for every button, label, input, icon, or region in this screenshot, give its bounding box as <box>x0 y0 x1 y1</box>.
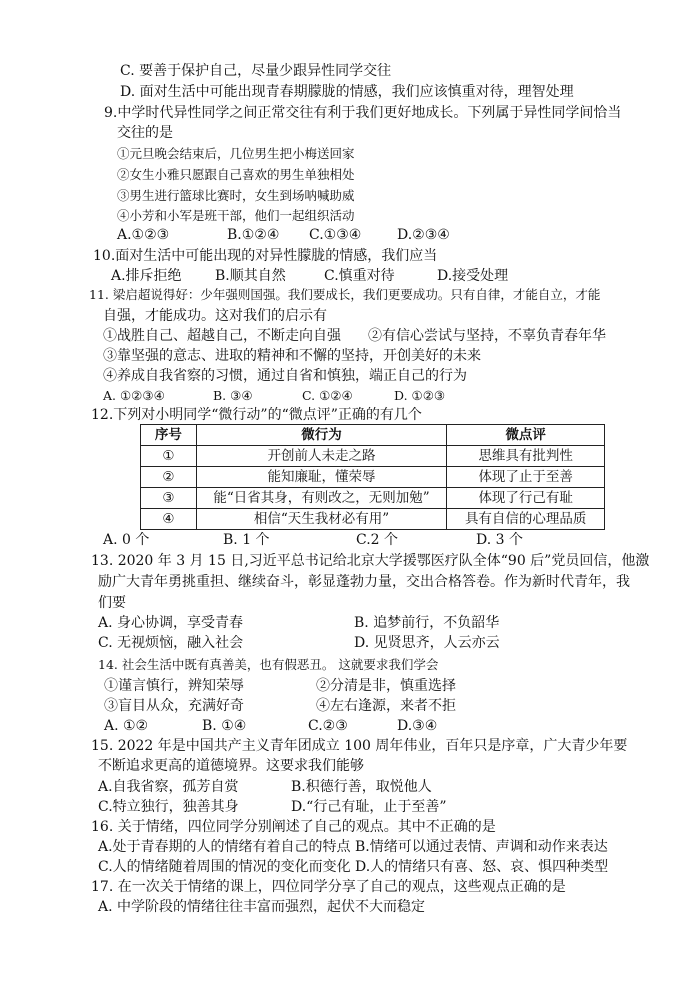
cell-action: 开创前人未走之路 <box>196 446 447 467</box>
q14-option-c: C.②③ <box>308 718 348 734</box>
q11-item-2: ②有信心尝试与坚持，不辜负青春年华 <box>368 328 606 344</box>
q12-option-d: D. 3 个 <box>476 532 523 548</box>
q14-item-4: ④左右逢源，来者不拒 <box>316 698 456 714</box>
q13-option-d: D. 见贤思齐，人云亦云 <box>354 635 500 651</box>
cell-comment: 体现了行己有耻 <box>447 488 605 509</box>
q9-stem-line1: 9.中学时代异性同学之间正常交往有利于我们更好地成长。下列属于异性同学间恰当 <box>104 105 622 121</box>
q11-stem-line1: 11. 梁启超说得好：少年强则国强。我们要成长，我们更要成功。只有自律，才能自立，才能 <box>89 287 601 302</box>
table-row <box>141 446 605 467</box>
q12-option-a: A. 0 个 <box>103 532 150 548</box>
q16-option-a: A.处于青春期的人的情绪有着自己的特点 <box>98 839 351 855</box>
q9-option-d: D.②③④ <box>397 227 450 243</box>
q13-option-c: C. 无视烦恼，融入社会 <box>98 635 244 651</box>
q13-option-a: A. 身心协调，享受青春 <box>98 615 244 631</box>
q15-option-d: D.“行己有耻，止于至善” <box>291 799 447 815</box>
q11-option-d: D. ①②③ <box>394 388 446 403</box>
q11-option-a: A. ①②③④ <box>103 388 165 403</box>
cell-comment: 具有自信的心理品质 <box>447 509 605 530</box>
q13-stem-line2: 励广大青年勇挑重担、继续奋斗，彰显蓬勃力量，交出合格答卷。作为新时代青年，我 <box>98 574 630 590</box>
q14-option-b: B. ①④ <box>202 718 247 734</box>
q12-option-b: B. 1 个 <box>223 532 270 548</box>
cell-comment: 体现了止于至善 <box>447 467 605 488</box>
q11-stem-line2: 自强，才能成功。这对我们的启示有 <box>103 308 327 324</box>
table-row <box>141 467 605 488</box>
q11-item-1: ①战胜自己、超越自己，不断走向自强 <box>103 328 341 344</box>
q17-option-a: A. 中学阶段的情绪往往丰富而强烈，起伏不大而稳定 <box>98 899 426 915</box>
q13-stem-line1: 13. 2020 年 3 月 15 日,习近平总书记给北京大学援鄂医疗队全体“90 后”党员回信，他激 <box>91 553 650 569</box>
q15-stem-line2: 不断追求更高的道德境界。这要求我们能够 <box>98 758 364 774</box>
cell-action: 能“日省其身，有则改之，无则加勉” <box>196 488 447 509</box>
q9-option-b: B.①②④ <box>227 227 280 243</box>
q10-stem: 10.面对生活中可能出现的对异性朦胧的情感，我们应当 <box>93 248 438 264</box>
q11-item-4: ④养成自我省察的习惯，通过自省和慎独，端正自己的行为 <box>103 368 467 384</box>
q9-item-2: ②女生小雅只愿跟自己喜欢的男生单独相处 <box>117 167 355 182</box>
q12-table <box>140 424 605 530</box>
q13-option-b: B. 追梦前行，不负韶华 <box>354 615 500 631</box>
q13-stem-line3: 们要 <box>98 595 126 611</box>
cell-number: ③ <box>141 488 197 509</box>
q14-item-2: ②分清是非，慎重选择 <box>316 678 456 694</box>
q15-option-b: B.积德行善，取悦他人 <box>291 779 432 795</box>
col-header-number: 序号 <box>141 425 197 446</box>
q14-stem: 14. 社会生活中既有真善美，也有假恶丑。 这就要求我们学会 <box>98 657 439 672</box>
q11-option-c: C. ①②④ <box>302 388 353 403</box>
q9-option-a: A.①②③ <box>117 227 170 243</box>
table-header-row <box>141 425 605 446</box>
q10-option-c: C.慎重对待 <box>324 268 395 284</box>
q8-option-d: D. 面对生活中可能出现青春期朦胧的情感，我们应该慎重对待，理智处理 <box>120 84 574 100</box>
q14-option-d: D.③④ <box>397 718 438 734</box>
q12-stem: 12.下列对小明同学“微行动”的“微点评”正确的有几个 <box>91 407 422 423</box>
col-header-action: 微行为 <box>196 425 447 446</box>
q15-option-c: C.特立独行，独善其身 <box>98 799 239 815</box>
q15-option-a: A.自我省察，孤芳自赏 <box>98 779 239 795</box>
table-row <box>141 509 605 530</box>
q9-item-1: ①元旦晚会结束后，几位男生把小梅送回家 <box>117 146 355 161</box>
cell-action: 能知廉耻，懂荣辱 <box>196 467 447 488</box>
q9-item-3: ③男生进行篮球比赛时，女生到场呐喊助威 <box>117 188 355 203</box>
q17-stem: 17. 在一次关于情绪的课上，四位同学分享了自己的观点，这些观点正确的是 <box>91 879 566 895</box>
q16-option-d: D.人的情绪只有喜、怒、哀、惧四种类型 <box>355 859 609 875</box>
q12-option-c: C.2 个 <box>356 532 399 548</box>
q11-option-b: B. ③④ <box>213 388 253 403</box>
q10-option-b: B.顺其自然 <box>215 268 286 284</box>
q14-option-a: A. ①② <box>104 718 149 734</box>
q15-stem-line1: 15. 2022 年是中国共产主义青年团成立 100 周年伟业，百年只是序章，广大青少年要 <box>91 738 628 754</box>
col-header-comment: 微点评 <box>447 425 605 446</box>
table-row <box>141 488 605 509</box>
q14-item-1: ①谨言慎行，辨知荣辱 <box>104 678 244 694</box>
q10-option-a: A.排斥拒绝 <box>111 268 182 284</box>
q9-item-4: ④小芳和小军是班干部，他们一起组织活动 <box>117 208 355 223</box>
q8-option-c: C. 要善于保护自己，尽量少跟异性同学交往 <box>120 63 392 79</box>
q11-item-3: ③靠坚强的意志、进取的精神和不懈的坚持，开创美好的未来 <box>103 348 481 364</box>
q16-option-c: C.人的情绪随着周围的情况的变化而变化 <box>98 859 351 875</box>
q10-option-d: D.接受处理 <box>437 268 509 284</box>
cell-number: ④ <box>141 509 197 530</box>
q16-stem: 16. 关于情绪，四位同学分别阐述了自己的观点。其中不正确的是 <box>91 819 496 835</box>
q9-stem-line2: 交往的是 <box>117 125 173 141</box>
cell-action: 相信“天生我材必有用” <box>196 509 447 530</box>
cell-comment: 思维具有批判性 <box>447 446 605 467</box>
q14-item-3: ③盲目从众，充满好奇 <box>104 698 244 714</box>
q9-option-c: C.①③④ <box>309 227 362 243</box>
cell-number: ② <box>141 467 197 488</box>
q16-option-b: B.情绪可以通过表情、声调和动作来表达 <box>355 839 608 855</box>
cell-number: ① <box>141 446 197 467</box>
